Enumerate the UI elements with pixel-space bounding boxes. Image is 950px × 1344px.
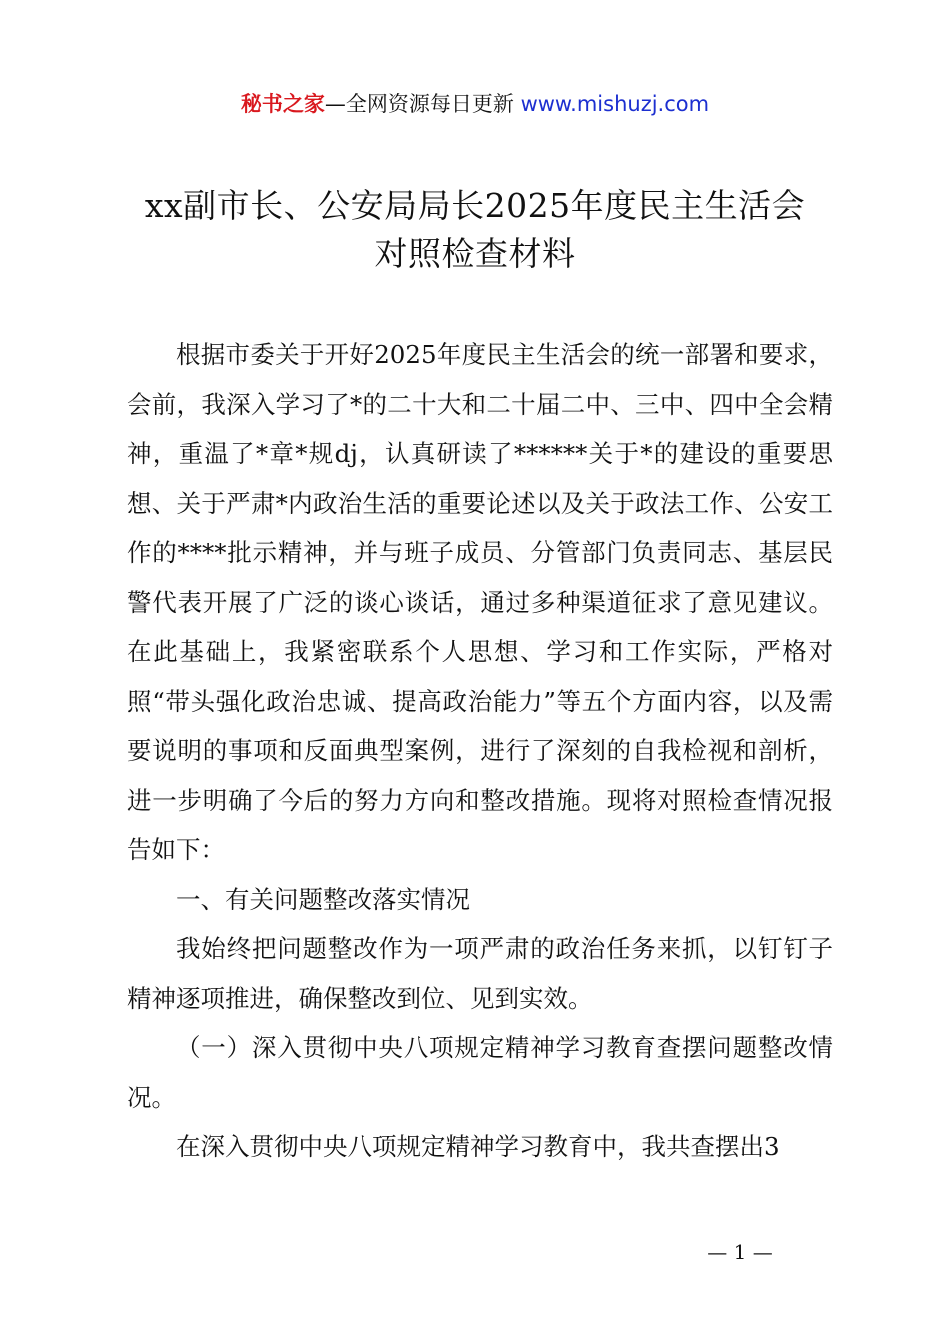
site-header [0, 88, 950, 120]
subsection-1-paragraph: 在深入贯彻中央八项规定精神学习教育中，我共查摆出3 [176, 1132, 780, 1161]
section-heading-1: 一、有关问题整改落实情况 [176, 884, 470, 914]
site-url-link[interactable]: www.mishuzj.com [520, 92, 710, 116]
brand-name: 秘书之家 [240, 92, 325, 116]
header-tagline: —全网资源每日更新 [324, 92, 521, 116]
document-body [127, 330, 833, 1172]
title-line-1: xx副市长、公安局局长2025年度民主生活会 [144, 186, 806, 225]
page-number: — 1 — [707, 1240, 773, 1264]
document-title [0, 182, 950, 278]
section-1-paragraph: 我始终把问题整改作为一项严肃的政治任务来抓，以钉钉子精神逐项推进，确保整改到位、见到实效。 [127, 934, 833, 1013]
title-line-2: 对照检查材料 [374, 234, 576, 273]
subsection-heading-1: （一）深入贯彻中央八项规定精神学习教育查摆问题整改情况。 [127, 1033, 833, 1112]
intro-paragraph: 根据市委关于开好2025年度民主生活会的统一部署和要求，会前，我深入学习了*的二十大和二十届二中、三中、四中全会精神，重温了*章*规dj，认真研读了******关于*的建设的重要思想、关于严肃*内政治生活的重要论述以及关于政法工作、公安工作的****批示精神，并与班子成员、分管部门负责同志、基层民警代表开展了广泛的谈心谈话，通过多种渠道征求了意见建议。在此基础上，我紧密联系个人思想、学习和工作实际，严格对照“带头强化政治忠诚、提高政治能力”等五个方面内容，以及需要说明的事项和反面典型案例，进行了深刻的自我检视和剖析，进一步明确了今后的努力方向和整改措施。现将对照检查情况报告如下： [127, 340, 833, 864]
